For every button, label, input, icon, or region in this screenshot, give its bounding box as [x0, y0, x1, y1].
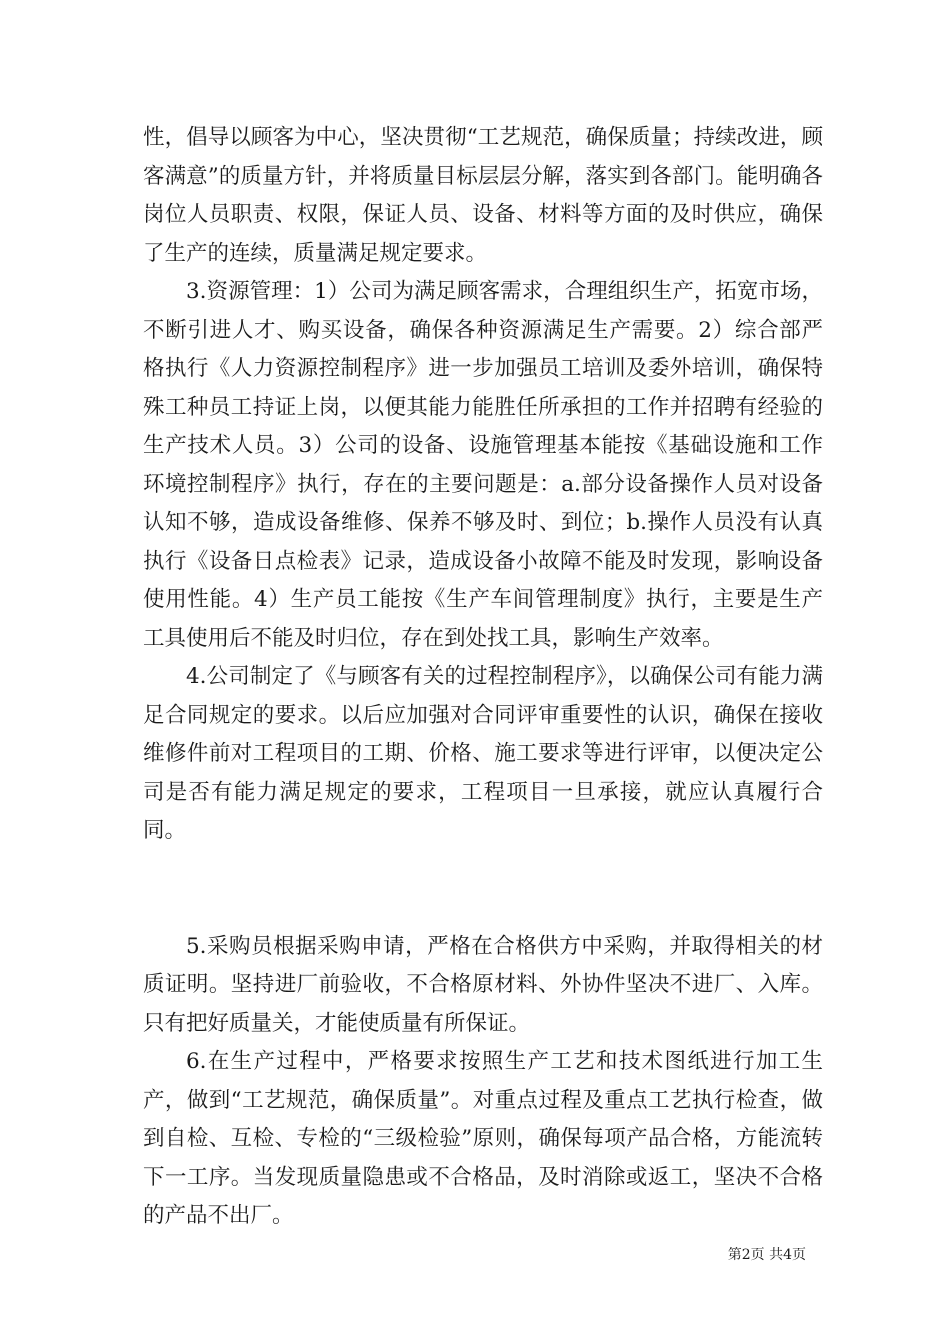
paragraph-5-procurement: 5.采购员根据采购申请，严格在合格供方中采购，并取得相关的材质证明。坚持进厂前验收，不合格原材料、外协件坚决不进厂、入库。只有把好质量关，才能使质量有所保证。	[143, 933, 823, 1036]
page-number-footer: 第2页 共4页	[727, 1247, 806, 1263]
paragraph-gap	[143, 851, 823, 928]
paragraph-6-production-process: 6.在生产过程中，严格要求按照生产工艺和技术图纸进行加工生产，做到“工艺规范，确保质量”。对重点过程及重点工艺执行检查，做到自检、互检、专检的“三级检验”原则，确保每项产品合格，方能流转下一工序。当发现质量隐患或不合格品，及时消除或返工，坚决不合格的产品不出厂。	[143, 1049, 823, 1228]
paragraph-3-resource-management: 3.资源管理：1）公司为满足顾客需求，合理组织生产，拓宽市场，不断引进人才、购买设备，确保各种资源满足生产需要。2）综合部严格执行《人力资源控制程序》进一步加强员工培训及委外培训，确保特殊工种员工持证上岗，以便其能力能胜任所承担的工作并招聘有经验的生产技术人员。3）公司的设备、设施管理基本能按《基础设施和工作环境控制程序》执行，存在的主要问题是：a.部分设备操作人员对设备认知不够，造成设备维修、保养不够及时、到位；b.操作人员没有认真执行《设备日点检表》记录，造成设备小故障不能及时发现，影响设备使用性能。4）生产员工能按《生产车间管理制度》执行，主要是生产工具使用后不能及时归位，存在到处找工具，影响生产效率。	[143, 279, 823, 651]
paragraph-4-customer-process: 4.公司制定了《与顾客有关的过程控制程序》，以确保公司有能力满足合同规定的要求。以后应加强对合同评审重要性的认识，确保在接收维修件前对工程项目的工期、价格、施工要求等进行评审，以便决定公司是否有能力满足规定的要求，工程项目一旦承接，就应认真履行合同。	[143, 664, 823, 843]
paragraph-continued: 性，倡导以顾客为中心，坚决贯彻“工艺规范，确保质量；持续改进，顾客满意”的质量方针，并将质量目标层层分解，落实到各部门。能明确各岗位人员职责、权限，保证人员、设备、材料等方面的及时供应，确保了生产的连续，质量满足规定要求。	[143, 125, 823, 266]
document-body	[143, 119, 823, 1236]
